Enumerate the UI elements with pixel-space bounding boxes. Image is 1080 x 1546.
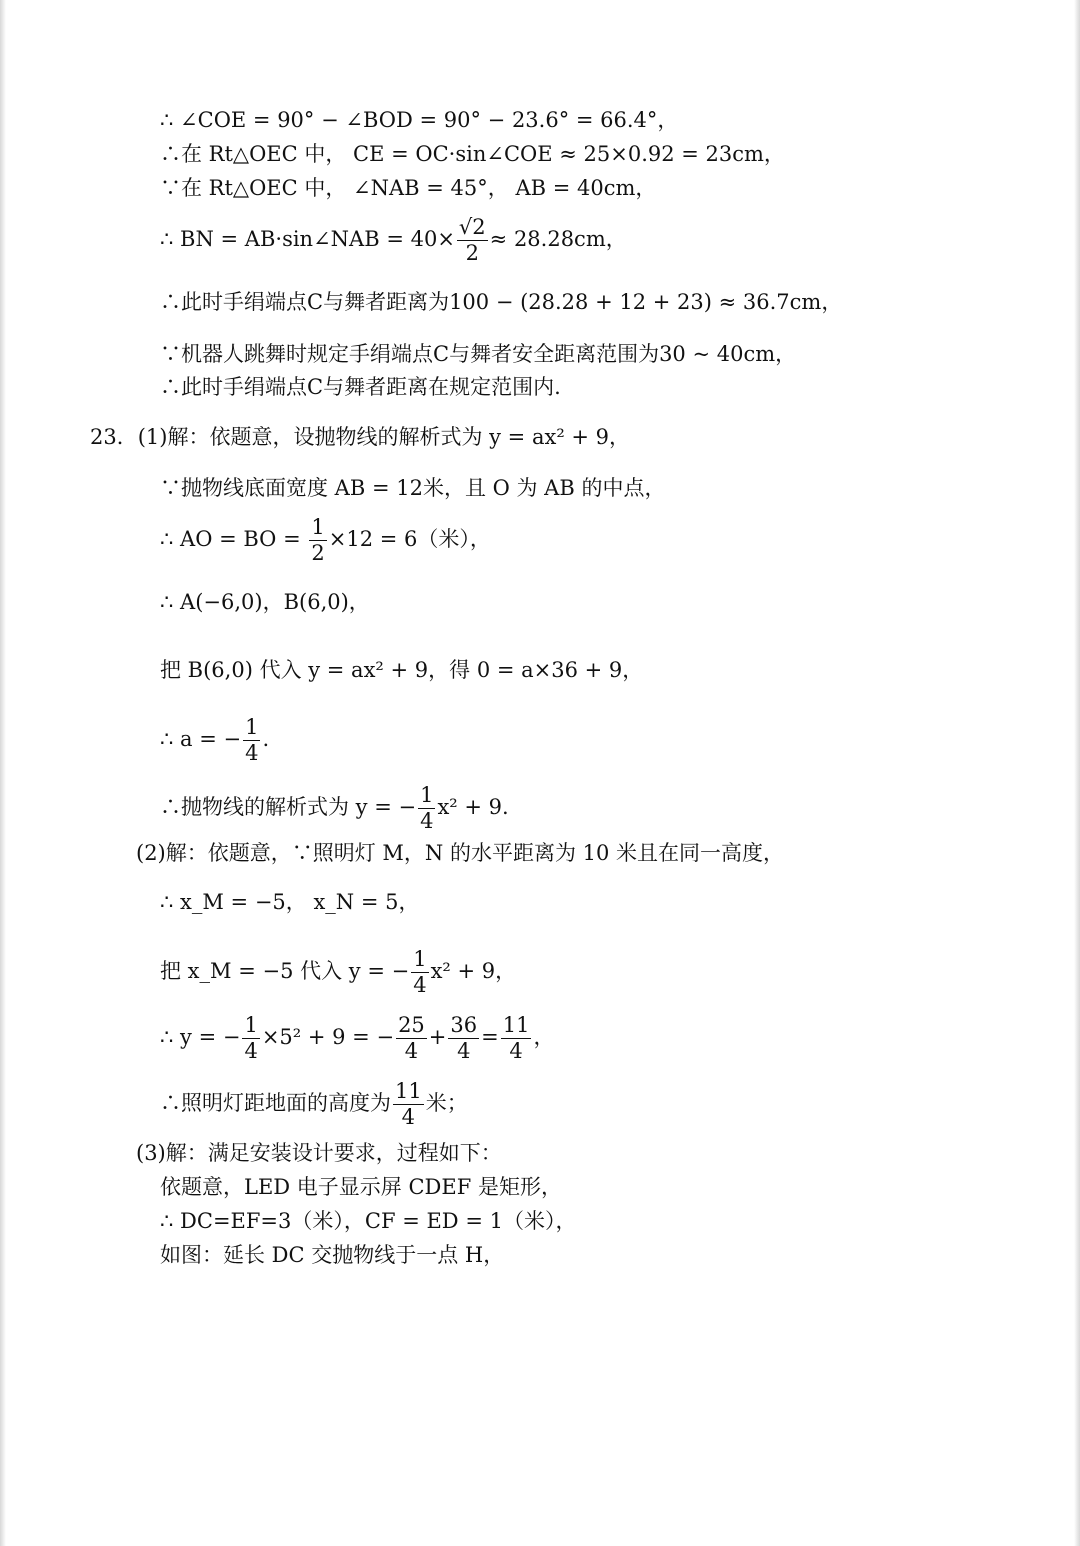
text-line: ∵机器人跳舞时规定手绢端点C与舞者安全距离范围为30 ~ 40cm， <box>160 342 797 366</box>
page-edge-right <box>1074 0 1080 1546</box>
text-line <box>160 716 269 765</box>
fraction <box>243 716 260 765</box>
text-line: ∴在 Rt△OEC 中， CE = OC·sin∠COE ≈ 25×0.92 = 23cm， <box>160 142 785 166</box>
text-segment: ×5² + 9 = − <box>261 1025 395 1050</box>
text-segment: ∴ BN = AB·sin∠NAB = 40× <box>160 227 455 252</box>
text-segment: ×12 = 6（米）， <box>328 527 491 552</box>
fraction <box>411 948 428 997</box>
fraction <box>418 784 435 833</box>
text-line: 依题意，LED 电子显示屏 CDEF 是矩形， <box>160 1175 562 1199</box>
fraction-numerator: 1 <box>411 948 428 973</box>
fraction-denominator: 4 <box>244 1039 258 1064</box>
text-line <box>160 1080 468 1129</box>
text-line <box>160 948 516 997</box>
fraction-numerator: 36 <box>448 1014 479 1039</box>
text-line <box>160 784 509 833</box>
text-segment: ， <box>533 1025 555 1050</box>
text-line: ∴ x_M = −5， x_N = 5， <box>160 890 420 914</box>
text-segment: 把 x_M = −5 代入 y = − <box>160 959 410 984</box>
text-segment: ∴抛物线的解析式为 y = − <box>160 795 417 820</box>
fraction-numerator: 1 <box>418 784 435 809</box>
text-line: ∴ ∠COE = 90° − ∠BOD = 90° − 23.6° = 66.4°， <box>160 108 679 132</box>
fraction-denominator: 4 <box>401 1105 416 1130</box>
fraction-denominator: 4 <box>404 1039 419 1064</box>
fraction-numerator: 1 <box>309 516 326 541</box>
fraction <box>309 516 326 565</box>
fraction-numerator: 11 <box>393 1080 424 1105</box>
text-line: ∴此时手绢端点C与舞者距离在规定范围内. <box>160 375 561 399</box>
text-segment: 米； <box>425 1091 468 1116</box>
text-line: ∴ DC=EF=3（米），CF = ED = 1（米）， <box>160 1209 577 1233</box>
question-23-heading: 23．(1)解：依题意，设抛物线的解析式为 y = ax² + 9， <box>90 425 631 449</box>
part-2-heading: (2)解：依题意，∵照明灯 M，N 的水平距离为 10 米且在同一高度， <box>136 841 785 865</box>
part-3-heading: (3)解：满足安装设计要求，过程如下： <box>136 1141 502 1165</box>
text-line <box>160 216 627 265</box>
text-line <box>160 516 491 565</box>
fraction-numerator: √2 <box>457 216 488 241</box>
fraction-denominator: 4 <box>509 1039 523 1064</box>
fraction <box>448 1014 479 1063</box>
text-line: ∵在 Rt△OEC 中， ∠NAB = 45°， AB = 40cm， <box>160 176 657 200</box>
text-segment: ∴ AO = BO = <box>160 527 308 552</box>
text-segment: ∴ a = − <box>160 727 242 752</box>
text-segment: = <box>481 1025 499 1050</box>
fraction <box>501 1014 532 1063</box>
text-segment: ≈ 28.28cm， <box>489 227 627 252</box>
fraction <box>396 1014 427 1063</box>
fraction-numerator: 1 <box>242 1014 259 1039</box>
text-segment: . <box>262 727 270 752</box>
text-line: ∴ A(−6,0)，B(6,0)， <box>160 590 370 614</box>
fraction-numerator: 1 <box>243 716 260 741</box>
fraction-denominator: 4 <box>245 741 259 766</box>
fraction-denominator: 2 <box>465 241 479 266</box>
text-segment: ∴ y = − <box>160 1025 241 1050</box>
fraction-denominator: 2 <box>311 541 325 566</box>
text-line: ∴此时手绢端点C与舞者距离为100 − (28.28 + 12 + 23) ≈ 36.7cm， <box>160 290 843 314</box>
text-line: 如图：延长 DC 交抛物线于一点 H， <box>160 1243 505 1267</box>
fraction-numerator: 25 <box>396 1014 427 1039</box>
fraction-denominator: 4 <box>457 1039 471 1064</box>
fraction <box>242 1014 259 1063</box>
text-segment: x² + 9. <box>437 795 509 820</box>
fraction-denominator: 4 <box>413 973 427 998</box>
text-segment: x² + 9， <box>430 959 517 984</box>
text-segment: ∴照明灯距地面的高度为 <box>160 1091 391 1116</box>
fraction-numerator: 11 <box>501 1014 532 1039</box>
text-segment: + <box>428 1025 447 1050</box>
fraction-denominator: 4 <box>420 809 434 834</box>
page-edge-left <box>0 0 6 1546</box>
text-line: 把 B(6,0) 代入 y = ax² + 9，得 0 = a×36 + 9， <box>160 658 644 682</box>
fraction <box>393 1080 424 1129</box>
text-line <box>160 1014 554 1063</box>
fraction <box>457 216 488 265</box>
text-line: ∵抛物线底面宽度 AB = 12米，且 O 为 AB 的中点， <box>160 476 666 500</box>
